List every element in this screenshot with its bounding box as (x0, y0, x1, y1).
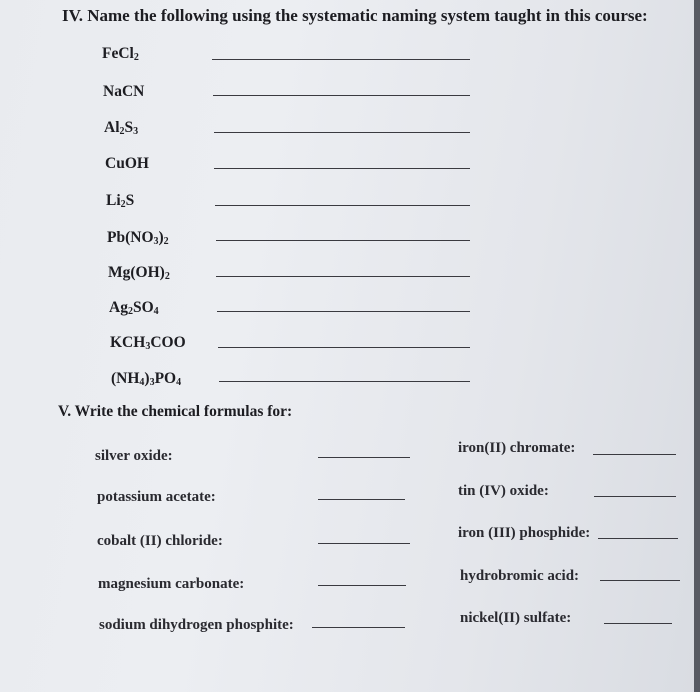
answer-blank-line[interactable] (593, 454, 676, 455)
answer-blank-line[interactable] (604, 623, 672, 624)
formula-prompt-label: tin (IV) oxide: (458, 483, 549, 499)
formula-prompt-label: iron (III) phosphide: (458, 525, 591, 541)
answer-blank-line[interactable] (318, 457, 410, 458)
answer-blank-line[interactable] (217, 311, 470, 312)
section-iv-heading: IV. Name the following using the systematic naming system taught in this course: (62, 6, 648, 25)
answer-blank-line[interactable] (212, 59, 470, 60)
formula-prompt-label: iron(II) chromate: (458, 440, 576, 456)
answer-blank-line[interactable] (219, 381, 470, 382)
formula-prompt-label: cobalt (II) chloride: (97, 533, 223, 549)
compound-formula: $(NH_4)_3PO_4$ (111, 370, 182, 388)
answer-blank-line[interactable] (318, 499, 405, 500)
formula-prompt-label: hydrobromic acid: (460, 568, 580, 584)
section-v-heading: V. Write the chemical formulas for: (58, 403, 293, 420)
answer-blank-line[interactable] (214, 168, 470, 169)
compound-formula: $Li_2S$ (106, 192, 135, 210)
compound-formula: $Ag_2SO_4$ (109, 299, 159, 317)
answer-blank-line[interactable] (218, 347, 470, 348)
formula-prompt-label: magnesium carbonate: (98, 576, 245, 592)
answer-blank-line[interactable] (213, 95, 470, 96)
compound-formula: FeCl$_2$ (102, 45, 139, 63)
page-edge-shadow (694, 0, 700, 692)
compound-formula: $Mg(OH)_2$ (108, 264, 170, 282)
compound-formula: $KCH_3COO$ (110, 334, 186, 352)
answer-blank-line[interactable] (215, 205, 470, 206)
answer-blank-line[interactable] (312, 627, 405, 628)
answer-blank-line[interactable] (594, 496, 676, 497)
answer-blank-line[interactable] (318, 543, 410, 544)
compound-formula: $Al_2S_3$ (104, 119, 139, 137)
compound-formula: $Pb(NO_3)_2$ (107, 229, 169, 247)
answer-blank-line[interactable] (318, 585, 406, 586)
compound-formula: NaCN (103, 83, 145, 100)
answer-blank-line[interactable] (600, 580, 680, 581)
compound-formula: CuOH (105, 155, 149, 172)
formula-prompt-label: sodium dihydrogen phosphite: (99, 617, 294, 633)
formula-prompt-label: potassium acetate: (97, 489, 216, 505)
formula-prompt-label: silver oxide: (95, 448, 173, 464)
formula-prompt-label: nickel(II) sulfate: (460, 610, 572, 626)
answer-blank-line[interactable] (216, 276, 470, 277)
answer-blank-line[interactable] (598, 538, 678, 539)
answer-blank-line[interactable] (216, 240, 470, 241)
answer-blank-line[interactable] (214, 132, 470, 133)
